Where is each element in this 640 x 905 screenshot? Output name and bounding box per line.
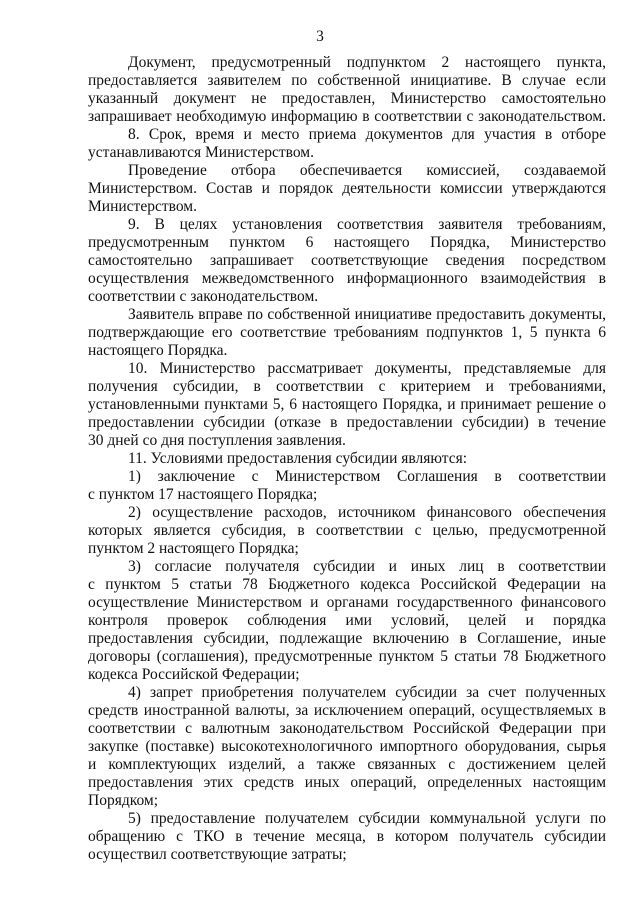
text-line: 10. Министерство рассматривает документы, представляемые для [128, 360, 606, 377]
text-line: соответствии с законодательством. [88, 288, 319, 305]
text-line: Порядком; [88, 792, 159, 809]
text-line: запрашивает необходимую информацию в соответствии с законодательством. [88, 108, 606, 125]
text-line: предоставлении субсидии (отказе в предоставлении субсидии) в течение [88, 414, 606, 431]
text-line: с пунктом 17 настоящего Порядка; [88, 486, 318, 503]
text-line: Заявитель вправе по собственной инициативе предоставить документы, [128, 306, 606, 323]
text-line: 3) согласие получателя субсидии и иных лиц в соответствии [128, 558, 606, 575]
text-line: пунктом 2 настоящего Порядка; [88, 540, 299, 557]
text-line: 1) заключение с Министерством Соглашения в соответствии [128, 468, 606, 485]
text-line: обращению с ТКО в течение месяца, в котором получатель субсидии [88, 828, 606, 845]
text-line: 4) запрет приобретения получателем субсидии за счет полученных [128, 684, 606, 701]
text-line: договоры (соглашения), предусмотренные пунктом 5 статьи 78 Бюджетного [88, 648, 606, 665]
text-line: осуществил соответствующие затраты; [88, 846, 347, 863]
text-line: 8. Срок, время и место приема документов для участия в отборе [128, 126, 606, 143]
text-line: 9. В целях установления соответствия заявителя требованиям, [128, 216, 606, 233]
text-line: установленными пунктами 5, 6 настоящего Порядка, и принимает решение о [88, 396, 606, 413]
text-line: с пунктом 5 статьи 78 Бюджетного кодекса Российской Федерации на [88, 576, 606, 593]
text-line: Документ, предусмотренный подпунктом 2 настоящего пункта, [128, 54, 606, 71]
text-line: соответствии с валютным законодательством Российской Федерации при [88, 720, 606, 737]
text-line: 5) предоставление получателем субсидии коммунальной услуги по [128, 810, 606, 827]
text-line: предоставляется заявителем по собственной инициативе. В случае если [88, 72, 606, 89]
text-line: Министерством. [88, 198, 197, 215]
text-line: осуществления межведомственного информационного взаимодействия в [88, 270, 606, 287]
text-line: получения субсидии, в соответствии с критерием и требованиями, [88, 378, 606, 395]
page-number: 3 [316, 28, 324, 45]
text-line: предоставления субсидии, подлежащие включению в Соглашение, иные [88, 630, 606, 647]
text-line: средств иностранной валюты, за исключением операций, осуществляемых в [88, 702, 606, 719]
text-line: осуществление Министерством и органами государственного финансового [88, 594, 606, 611]
text-line: подтверждающие его соответствие требованиям подпунктов 1, 5 пункта 6 [88, 324, 606, 341]
text-line: кодекса Российской Федерации; [88, 666, 300, 683]
text-line: закупке (поставке) высокотехнологичного импортного оборудования, сырья [88, 738, 606, 755]
text-line: указанный документ не предоставлен, Министерство самостоятельно [88, 90, 606, 107]
text-line: 2) осуществление расходов, источником финансового обеспечения [128, 504, 606, 521]
text-line: устанавливаются Министерством. [88, 144, 314, 161]
text-line: Проведение отбора обеспечивается комиссией, создаваемой [128, 162, 606, 179]
text-line: предоставления этих средств иных операций, определенных настоящим [88, 774, 606, 791]
text-line: контроля проверок соблюдения ими условий, целей и порядка [88, 612, 606, 629]
text-line: предусмотренным пунктом 6 настоящего Порядка, Министерство [88, 234, 606, 251]
text-line: и комплектующих изделий, а также связанных с достижением целей [88, 756, 606, 773]
text-line: которых является субсидия, в соответствии с целью, предусмотренной [88, 522, 606, 539]
text-line: Министерством. Состав и порядок деятельности комиссии утверждаются [88, 180, 606, 197]
text-line: самостоятельно запрашивает соответствующие сведения посредством [88, 252, 606, 269]
text-line: настоящего Порядка. [88, 342, 228, 359]
text-line: 30 дней со дня поступления заявления. [88, 432, 346, 449]
text-line: 11. Условиями предоставления субсидии являются: [128, 450, 468, 467]
